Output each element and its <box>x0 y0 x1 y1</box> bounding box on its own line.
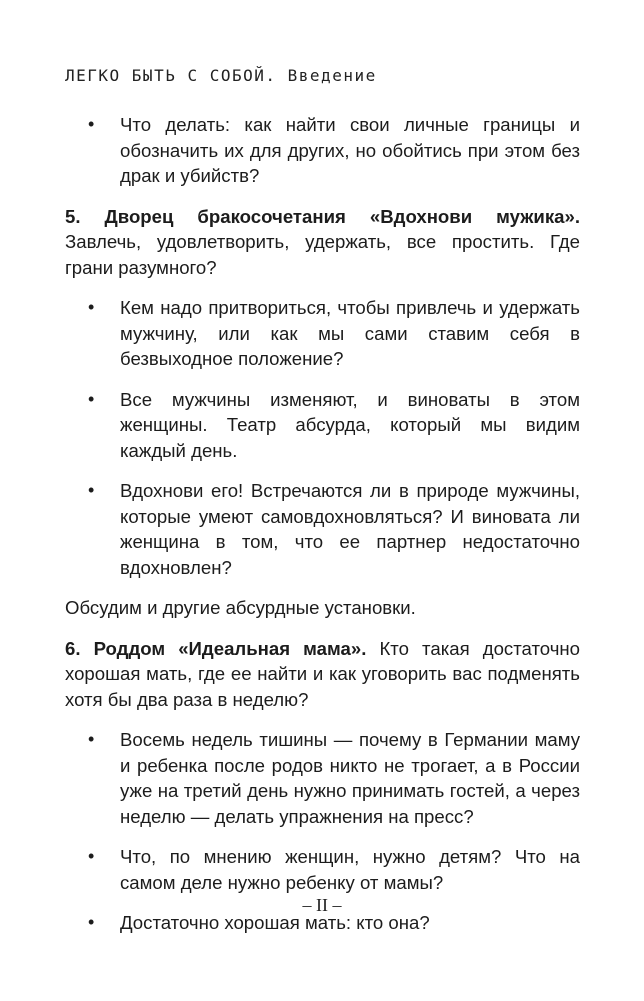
bullet-icon: • <box>88 846 95 866</box>
list-item <box>65 112 580 189</box>
list-item <box>65 727 580 829</box>
list-item <box>65 478 580 580</box>
list-item-text: Что, по мнению женщин, нужно детям? Что на самом деле нужно ребенку от мамы? <box>120 846 580 893</box>
section-paragraph <box>65 636 580 713</box>
list-item-text: Восемь недель тишины — почему в Германии маму и ребенка после родов никто не трогает, а в России уже на третий день нужно принимать гостей, а через неделю — делать упражнения на пресс? <box>120 729 580 827</box>
bullet-icon: • <box>88 912 95 932</box>
list-item <box>65 844 580 895</box>
page-body <box>65 112 580 951</box>
list-item <box>65 387 580 464</box>
list-item-text: Достаточно хорошая мать: кто она? <box>120 912 430 933</box>
bullet-icon: • <box>88 729 95 749</box>
list-item <box>65 295 580 372</box>
running-header: ЛЕГКО БЫТЬ С СОБОЙ. Введение <box>65 66 377 85</box>
section-paragraph <box>65 204 580 281</box>
list-item-text: Что делать: как найти свои личные границы и обозначить их для других, но обойтись при этом без драк и убийств? <box>120 114 580 186</box>
bullet-icon: • <box>88 297 95 317</box>
list-item-text: Вдохнови его! Встречаются ли в природе мужчины, которые умеют самовдохновляться? И виновата ли женщина в том, что ее партнер недостаточно вдохновлен? <box>120 480 580 578</box>
page-number: – II – <box>302 895 342 915</box>
bullet-icon: • <box>88 114 95 134</box>
section-heading: 5. Дворец бракосочетания «Вдохнови мужика». <box>65 205 580 227</box>
section-text: Завлечь, удовлетворить, удержать, все простить. Где грани разумного? <box>65 231 580 278</box>
list-item-text: Кем надо притвориться, чтобы привлечь и удержать мужчину, или как мы сами ставим себя в безвыходное положение? <box>120 297 580 369</box>
bullet-icon: • <box>88 480 95 500</box>
section-text: Кто такая достаточно хорошая мать, где ее найти и как уговорить вас подменять хотя бы два раза в неделю? <box>65 637 580 710</box>
section-heading: 6. Роддом «Идеальная мама». <box>65 637 367 659</box>
bullet-icon: • <box>88 388 95 409</box>
body-paragraph: Обсудим и другие абсурдные установки. <box>65 597 416 618</box>
list-item-text: Все мужчины изменяют, и виноваты в этом женщины. Театр абсурда, который мы видим каждый день. <box>120 388 580 461</box>
